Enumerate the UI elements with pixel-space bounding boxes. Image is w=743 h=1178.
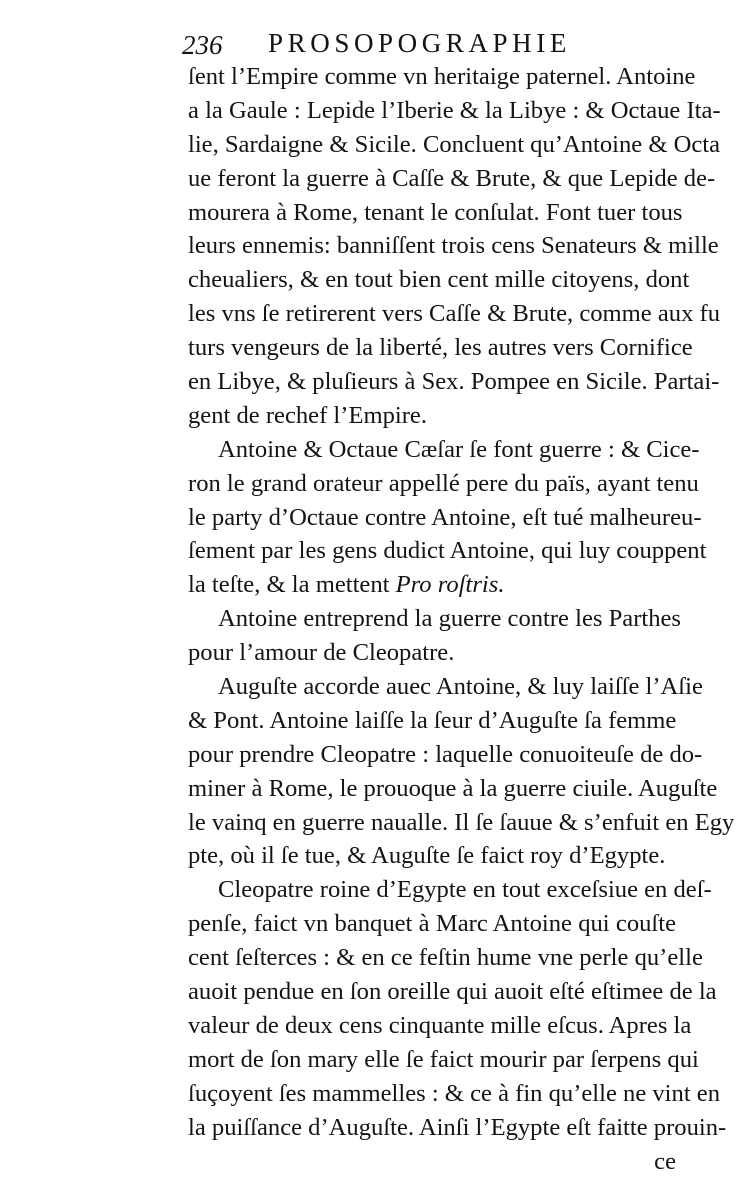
catchword: ce xyxy=(188,1145,676,1178)
paragraph-start-line: Cleopatre roine d’Egypte en tout exceſsiue en deſ- xyxy=(188,873,676,907)
text-line: turs vengeurs de la liberté, les autres vers Cornifice xyxy=(188,331,676,365)
text-line: ue feront la guerre à Caſſe & Brute, & que Lepide de- xyxy=(188,162,676,196)
text-line: cent ſeſterces : & en ce feſtin hume vne perle qu’elle xyxy=(188,941,676,975)
text-line: mort de ſon mary elle ſe faict mourir par ſerpens qui xyxy=(188,1043,676,1077)
text-line: & Pont. Antoine laiſſe la ſeur d’Auguſte ſa femme xyxy=(188,704,676,738)
text-line: mourera à Rome, tenant le conſulat. Font tuer tous xyxy=(188,196,676,230)
text-line: lie, Sardaigne & Sicile. Concluent qu’Antoine & Octa xyxy=(188,128,676,162)
paragraph-start-line: Auguſte accorde auec Antoine, & luy laiſſe l’Aſie xyxy=(188,670,676,704)
paragraph-start-line: Antoine entreprend la guerre contre les Parthes xyxy=(188,602,676,636)
text-line: gent de rechef l’Empire. xyxy=(188,399,676,433)
text-line: les vns ſe retirerent vers Caſſe & Brute, comme aux fu xyxy=(188,297,676,331)
running-title: PROSOPOGRAPHIE xyxy=(268,28,571,59)
text-line: miner à Rome, le prouoque à la guerre ciuile. Auguſte xyxy=(188,772,676,806)
text-line: ſement par les gens dudict Antoine, qui luy couppent xyxy=(188,534,676,568)
text-line: valeur de deux cens cinquante mille eſcus. Apres la xyxy=(188,1009,676,1043)
text-line: ron le grand orateur appellé pere du païs, ayant tenu xyxy=(188,467,676,501)
text-line: auoit pendue en ſon oreille qui auoit eſté eſtimee de la xyxy=(188,975,676,1009)
text-line: pour l’amour de Cleopatre. xyxy=(188,636,676,670)
text-line: le party d’Octaue contre Antoine, eſt tué malheureu- xyxy=(188,501,676,535)
roman-text: la teſte, & la mettent xyxy=(188,571,396,598)
text-line: ſuçoyent ſes mammelles : & ce à fin qu’elle ne vint en xyxy=(188,1077,676,1111)
text-line: pour prendre Cleopatre : laquelle conuoiteuſe de do- xyxy=(188,738,676,772)
text-line: leurs ennemis: banniſſent trois cens Senateurs & mille xyxy=(188,229,676,263)
text-line: cheualiers, & en tout bien cent mille citoyens, dont xyxy=(188,263,676,297)
text-line: a la Gaule : Lepide l’Iberie & la Libye : & Octaue Ita- xyxy=(188,94,676,128)
body-text xyxy=(188,60,676,1178)
text-line: le vainq en guerre naualle. Il ſe ſauue & s’enfuit en Egy xyxy=(188,806,676,840)
italic-text: Pro roſtris. xyxy=(396,571,505,598)
paragraph-start-line: Antoine & Octaue Cæſar ſe font guerre : & Cice- xyxy=(188,433,676,467)
text-line: ſent l’Empire comme vn heritaige paternel. Antoine xyxy=(188,60,676,94)
text-line-with-italic xyxy=(188,568,676,602)
text-line: penſe, faict vn banquet à Marc Antoine qui couſte xyxy=(188,907,676,941)
page-number: 236 xyxy=(182,30,223,61)
text-line: en Libye, & pluſieurs à Sex. Pompee en Sicile. Partai- xyxy=(188,365,676,399)
text-line: la puiſſance d’Auguſte. Ainſi l’Egypte eſt faitte prouin- xyxy=(188,1111,676,1145)
page-header xyxy=(182,28,682,64)
text-line: pte, où il ſe tue, & Auguſte ſe faict roy d’Egypte. xyxy=(188,839,676,873)
